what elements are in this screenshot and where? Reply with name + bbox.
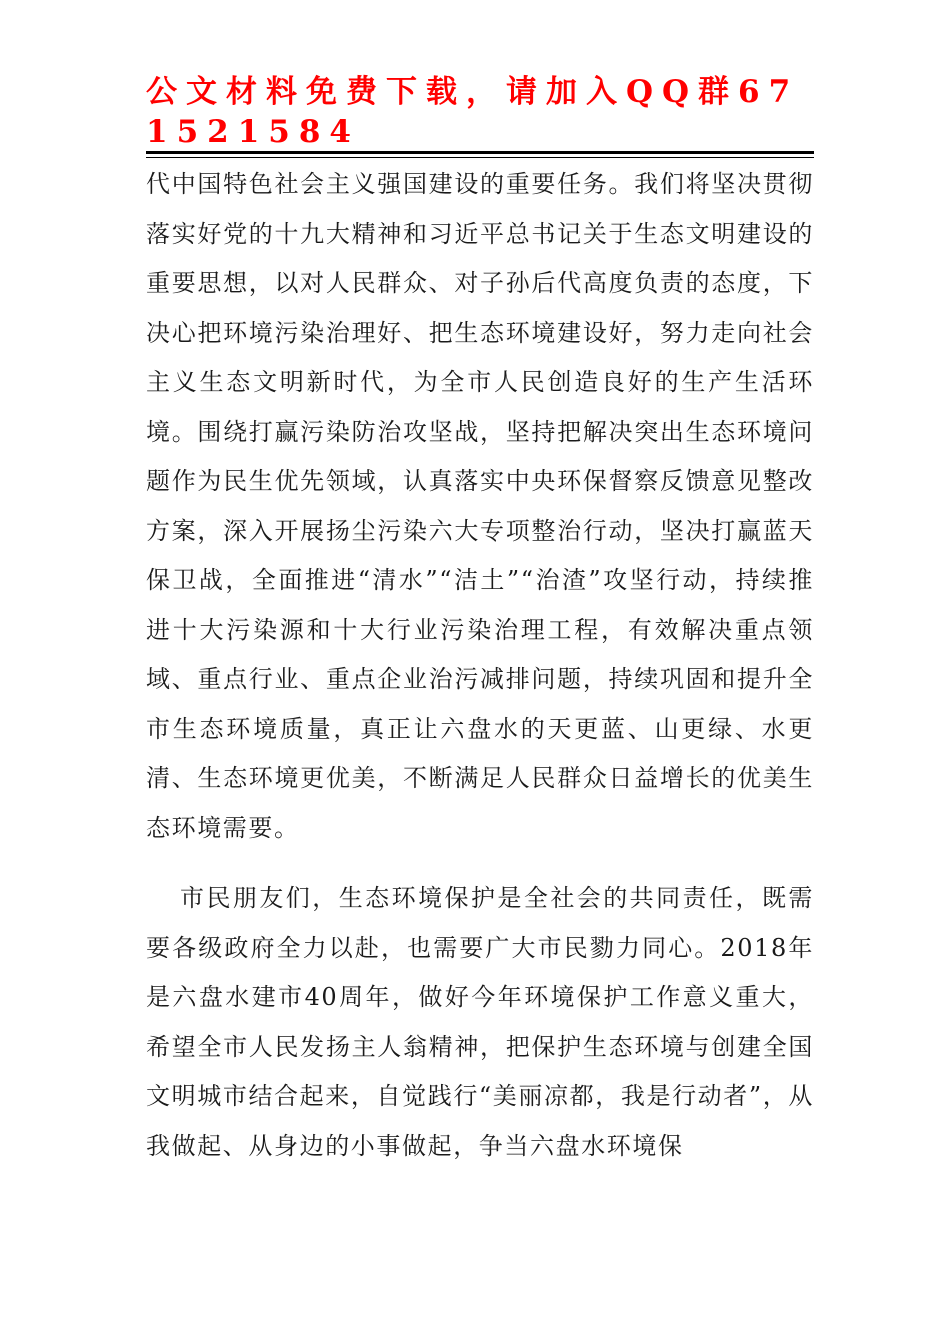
download-banner: 公文材料免费下载，请加入QQ群671521584 <box>146 74 800 150</box>
body-paragraph-1: 代中国特色社会主义强国建设的重要任务。我们将坚决贯彻落实好党的十九大精神和习近平总书记关于生态文明建设的重要思想，以对人民群众、对子孙后代高度负责的态度，下决心把环境污染治理好、把生态环境建设好，努力走向社会主义生态文明新时代，为全市人民创造良好的生产生活环境。围绕打赢污染防治攻坚战，坚持把解决突出生态环境问题作为民生优先领域，认真落实中央环保督察反馈意见整改方案，深入开展扬尘污染六大专项整治行动，坚决打赢蓝天保卫战，全面推进“清水”“洁土”“治渣”攻坚行动，持续推进十大污染源和十大行业污染治理工程，有效解决重点领域、重点行业、重点企业治污减排问题，持续巩固和提升全市生态环境质量，真正让六盘水的天更蓝、山更绿、水更清、生态环境更优美，不断满足人民群众日益增长的优美生态环境需要。 <box>146 170 814 842</box>
body-paragraph-2: 市民朋友们，生态环境保护是全社会的共同责任，既需要各级政府全力以赴，也需要广大市民勠力同心。2018年是六盘水建市40周年，做好今年环境保护工作意义重大，希望全市人民发扬主人翁精神，把保护生态环境与创建全国文明城市结合起来，自觉践行“美丽凉都，我是行动者”，从我做起、从身边的小事做起，争当六盘水环境保 <box>146 884 814 1160</box>
header-divider-thick <box>146 151 814 154</box>
header-divider-thin <box>146 157 814 158</box>
